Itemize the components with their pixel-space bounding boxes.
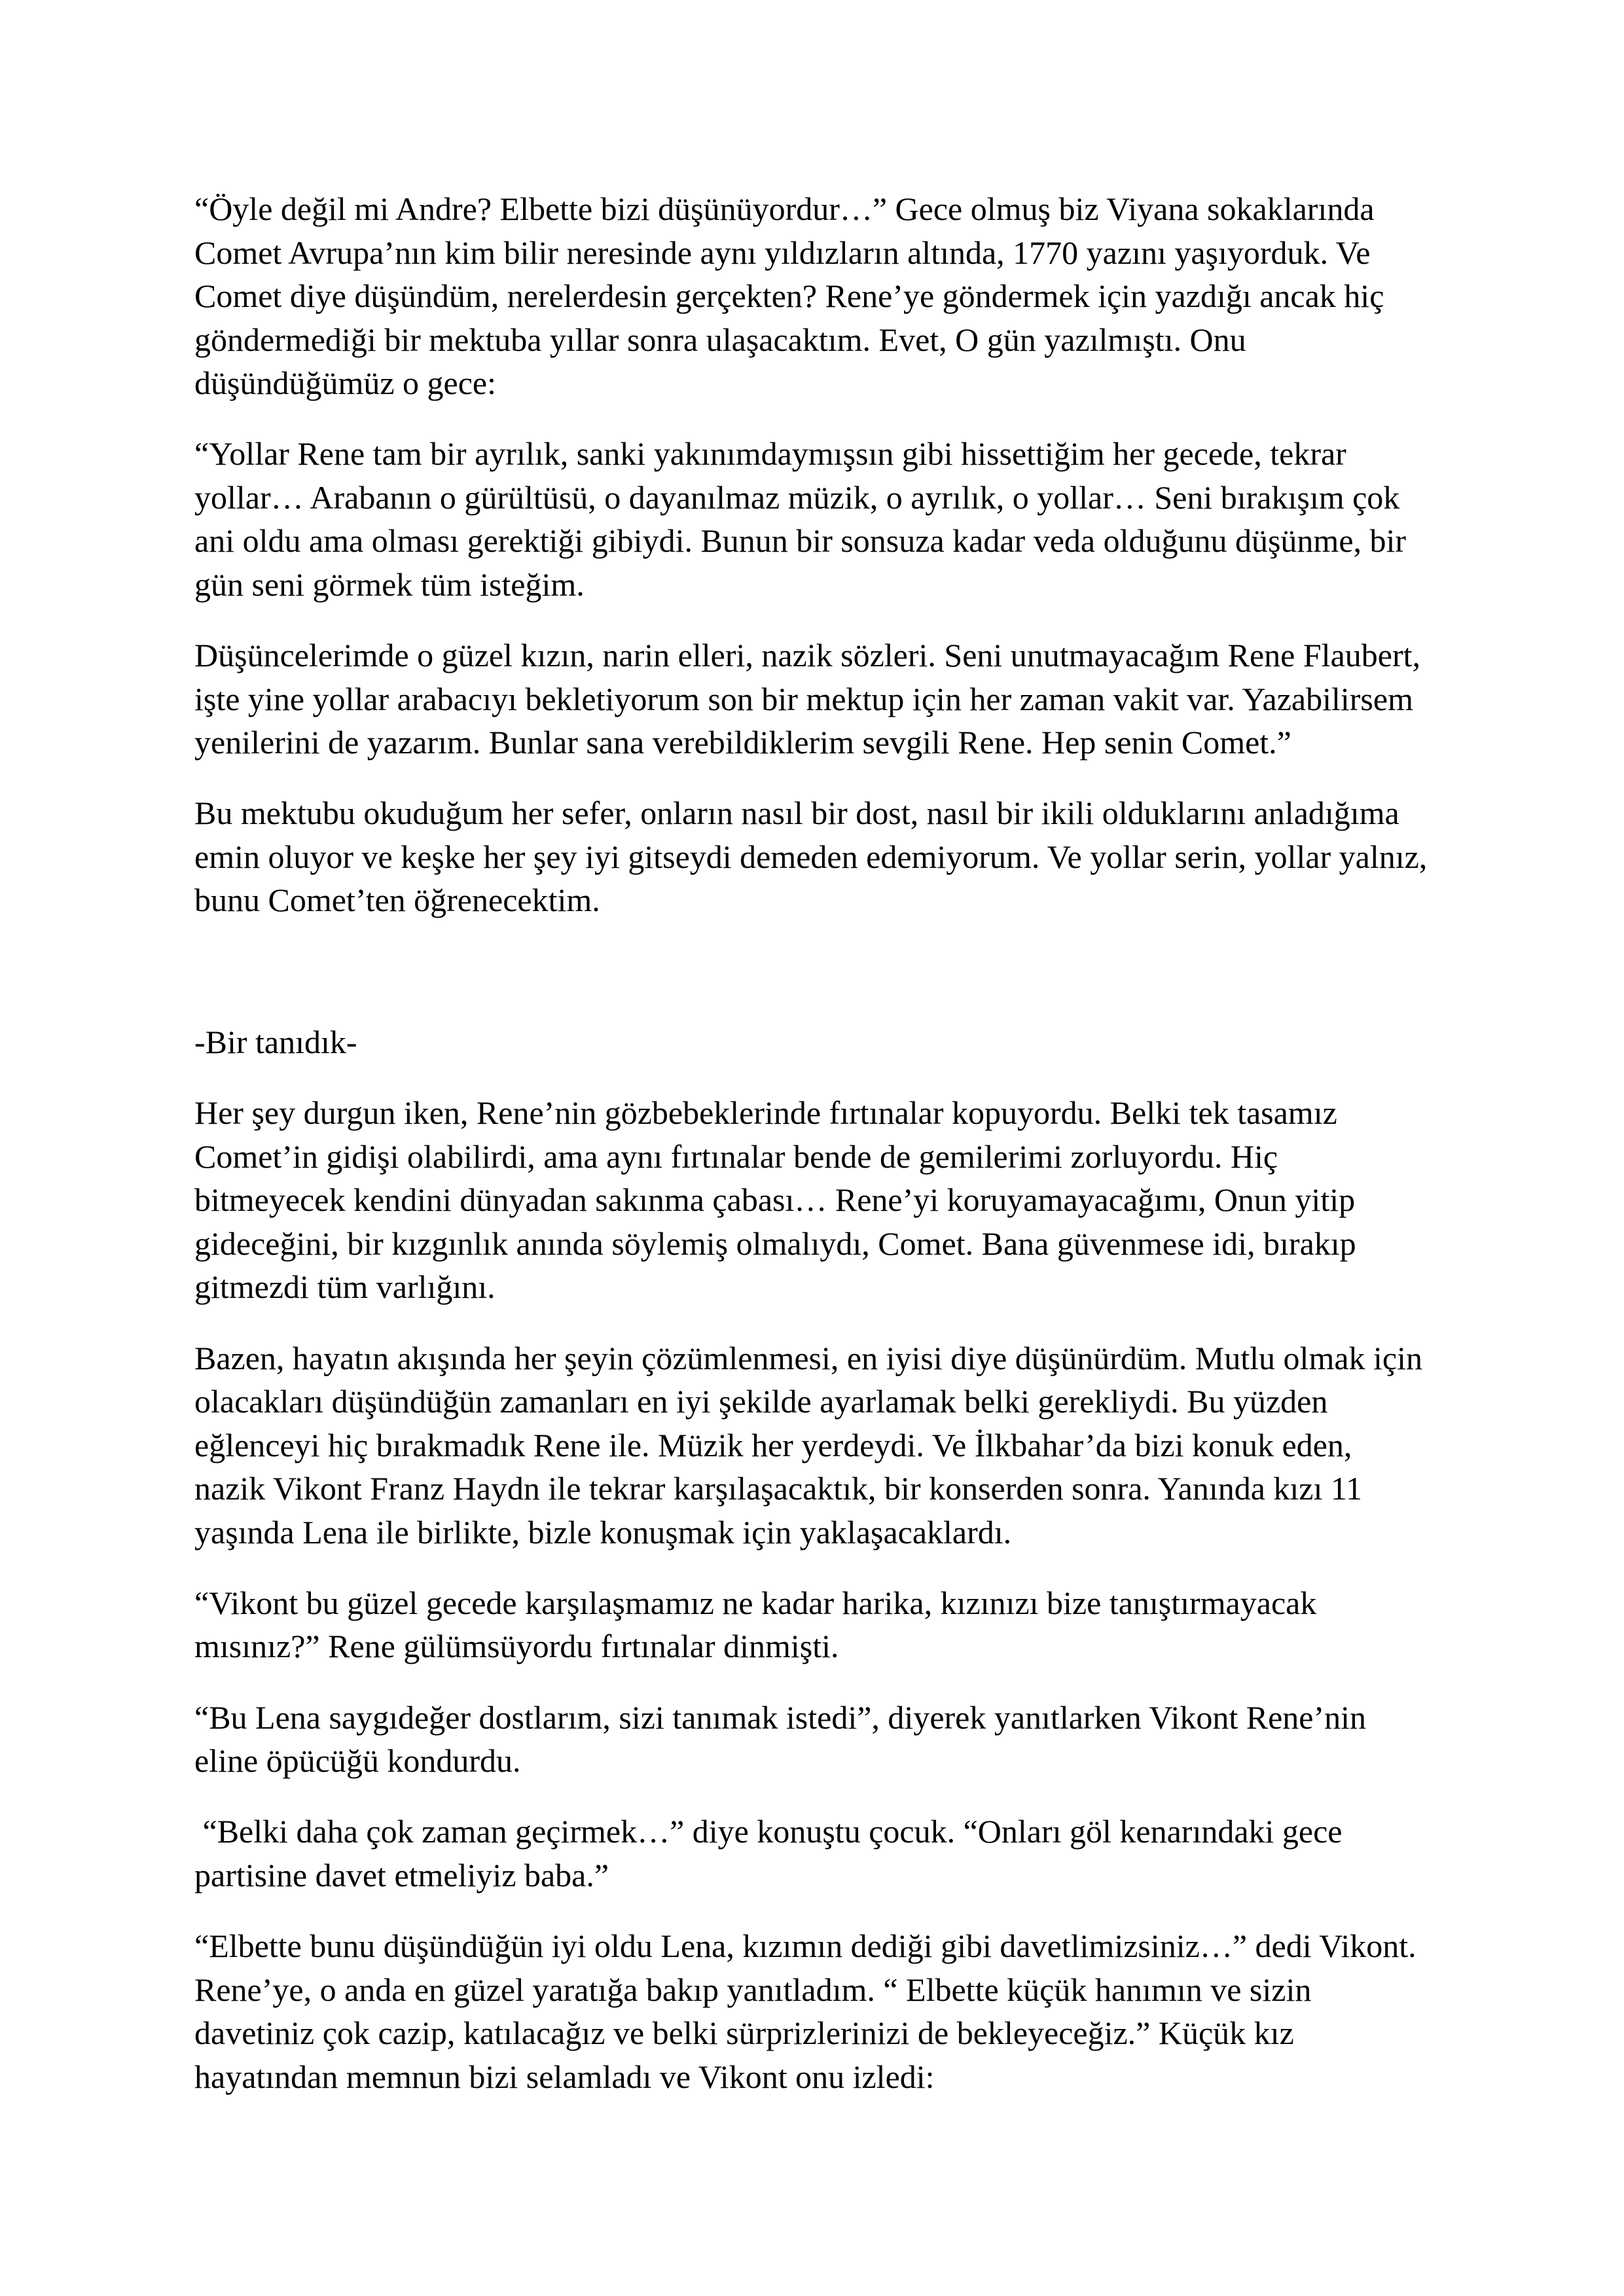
text-line: işte yine yollar arabacıyı bekletiyorum son bir mektup için her zaman vakit var. Yazabilirsem [194, 680, 1413, 717]
paragraph [194, 187, 1432, 405]
text-line: “Yollar Rene tam bir ayrılık, sanki yakınımdaymışsın gibi hissettiğim her gecede, tekrar [194, 435, 1346, 473]
text-line: “Öyle değil mi Andre? Elbette bizi düşünüyordur…” Gece olmuş biz Viyana sokaklarında [194, 190, 1375, 227]
section-heading [194, 1020, 1432, 1064]
text-line: Comet Avrupa’nın kim bilir neresinde aynı yıldızların altında, 1770 yazını yaşıyorduk. Ve [194, 234, 1371, 271]
text-line: partisine davet etmeliyiz baba.” [194, 1856, 609, 1893]
text-line: Comet’in gidişi olabilirdi, ama aynı fırtınalar bende de gemilerimi zorluyordu. Hiç [194, 1138, 1278, 1175]
paragraph [194, 1924, 1432, 2098]
paragraph [194, 1810, 1432, 1897]
text-line: olacakları düşündüğün zamanları en iyi şekilde ayarlamak belki gerekliydi. Bu yüzden [194, 1383, 1328, 1420]
text-line: göndermediği bir mektuba yıllar sonra ulaşacaktım. Evet, O gün yazılmıştı. Onu [194, 321, 1246, 358]
text-line: Bu mektubu okuduğum her sefer, onların nasıl bir dost, nasıl bir ikili olduklarını anladığıma [194, 795, 1399, 832]
text-line: ani oldu ama olması gerektiği gibiydi. Bunun bir sonsuza kadar veda olduğunu düşünme, bir [194, 522, 1407, 560]
text-line: mısınız?” Rene gülümsüyordu fırtınalar dinmişti. [194, 1628, 839, 1665]
text-line: yenilerini de yazarım. Bunlar sana verebildiklerim sevgili Rene. Hep senin Comet.” [194, 724, 1291, 761]
text-line: Bazen, hayatın akışında her şeyin çözümlenmesi, en iyisi diye düşünürdüm. Mutlu olmak için [194, 1339, 1423, 1376]
text-line: Her şey durgun iken, Rene’nin gözbebeklerinde fırtınalar kopuyordu. Belki tek tasamız [194, 1094, 1337, 1132]
text-line: gitmezdi tüm varlığını. [194, 1268, 496, 1306]
text-line: bitmeyecek kendini dünyadan sakınma çabası… Rene’yi koruyamayacağımı, Onun yitip [194, 1181, 1356, 1219]
text-line: yollar… Arabanın o gürültüsü, o dayanılmaz müzik, o ayrılık, o yollar… Seni bırakışım çok [194, 478, 1400, 516]
text-line: “Elbette bunu düşündüğün iyi oldu Lena, kızımın dediği gibi davetlimizsiniz…” dedi Vikont. [194, 1928, 1416, 1965]
paragraph [194, 634, 1432, 764]
paragraph [194, 1336, 1432, 1554]
text-line: “Bu Lena saygıdeğer dostlarım, sizi tanımak istedi”, diyerek yanıtlarken Vikont Rene’nin [194, 1698, 1367, 1736]
text-line: -Bir tanıdık- [194, 1023, 357, 1060]
paragraph [194, 1581, 1432, 1668]
text-line: davetiniz çok cazip, katılacağız ve belki sürprizlerinizi de bekleyeceğiz.” Küçük kız [194, 2015, 1294, 2052]
text-line: hayatından memnun bizi selamladı ve Vikont onu izledi: [194, 2058, 935, 2095]
paragraph [194, 1091, 1432, 1309]
text-line: Rene’ye, o anda en güzel yaratığa bakıp yanıtladım. “ Elbette küçük hanımın ve sizin [194, 1971, 1312, 2008]
text-line: düşündüğümüz o gece: [194, 365, 497, 401]
empty-paragraph [194, 950, 1432, 994]
text-line: bunu Comet’ten öğrenecektim. [194, 882, 600, 919]
text-line: gideceğini, bir kızgınlık anında söylemiş olmalıydı, Comet. Bana güvenmese idi, bırakıp [194, 1225, 1356, 1262]
text-line: nazik Vikont Franz Haydn ile tekrar karşılaşacaktık, bir konserden sonra. Yanında kızı 11 [194, 1470, 1363, 1507]
text-line: gün seni görmek tüm isteğim. [194, 565, 585, 603]
document-body [194, 187, 1432, 2126]
text-line: eline öpücüğü kondurdu. [194, 1742, 521, 1780]
text-line: emin oluyor ve keşke her şey iyi gitseydi demeden edemiyorum. Ve yollar serin, yollar yalnız, [194, 838, 1428, 875]
paragraph [194, 1696, 1432, 1783]
text-line: yaşında Lena ile birlikte, bizle konuşmak için yaklaşacaklardı. [194, 1513, 1012, 1551]
text-line: “Belki daha çok zaman geçirmek…” diye konuştu çocuk. “Onları göl kenarındaki gece [194, 1813, 1343, 1850]
paragraph [194, 791, 1432, 922]
paragraph [194, 432, 1432, 606]
text-line: “Vikont bu güzel gecede karşılaşmamız ne kadar harika, kızınızı bize tanıştırmayacak [194, 1584, 1317, 1621]
text-line: Düşüncelerimde o güzel kızın, narin elleri, nazik sözleri. Seni unutmayacağım Rene Flaubert, [194, 637, 1420, 674]
text-line: Comet diye düşündüm, nerelerdesin gerçekten? Rene’ye göndermek için yazdığı ancak hiç [194, 278, 1384, 314]
text-line: eğlenceyi hiç bırakmadık Rene ile. Müzik her yerdeydi. Ve İlkbahar’da bizi konuk eden, [194, 1426, 1352, 1463]
